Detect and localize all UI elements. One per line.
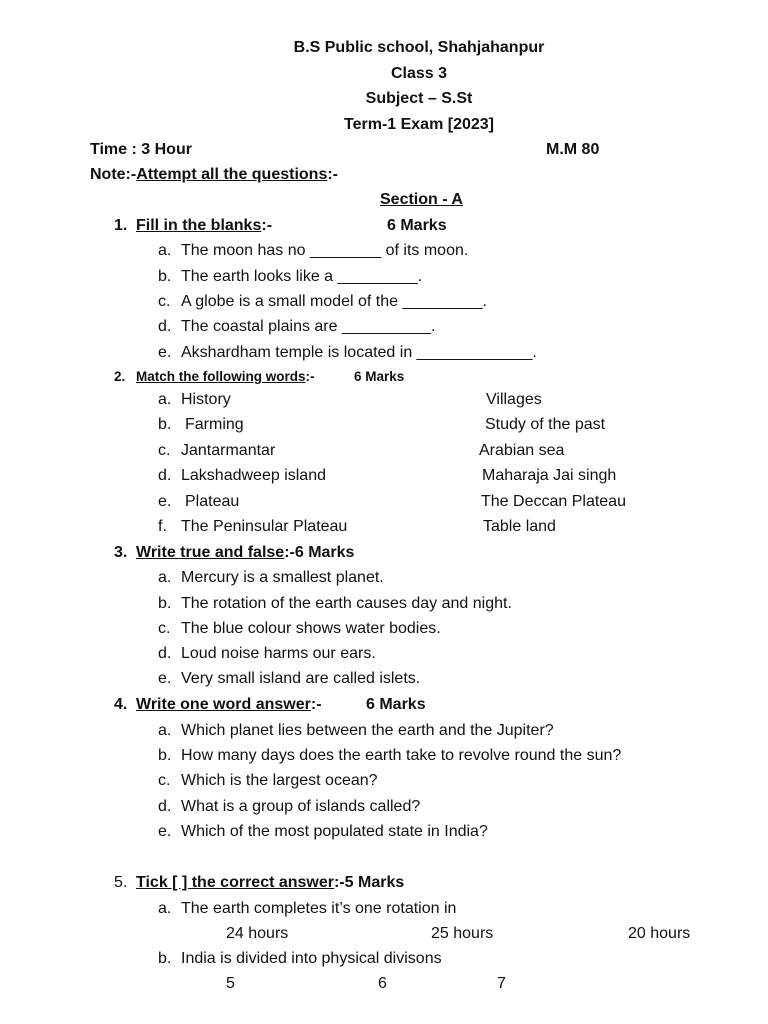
- list-letter: b.: [158, 747, 172, 764]
- list-letter: b.: [158, 268, 172, 285]
- q1-suffix: :-: [261, 217, 273, 234]
- exam-title: Term-1 Exam [2023]: [344, 116, 494, 133]
- list-letter: e.: [158, 493, 172, 510]
- list-item: Which of the most populated state in India?: [181, 823, 488, 840]
- list-letter: a.: [158, 900, 172, 917]
- list-letter: d.: [158, 645, 172, 662]
- match-left: Lakshadweep island: [181, 467, 326, 484]
- match-right: The Deccan Plateau: [481, 493, 626, 510]
- q3-suffix: :-6 Marks: [284, 544, 355, 561]
- match-left: History: [181, 391, 231, 408]
- q2-number: 2.: [114, 369, 126, 384]
- list-item: The coastal plains are __________.: [181, 318, 436, 335]
- list-letter: f.: [158, 518, 167, 535]
- time-label: Time : 3 Hour: [90, 141, 192, 158]
- match-left: Farming: [185, 416, 244, 433]
- list-letter: e.: [158, 823, 172, 840]
- list-letter: a.: [158, 722, 172, 739]
- class-label: Class 3: [390, 65, 448, 82]
- list-item: The moon has no ________ of its moon.: [181, 242, 469, 259]
- q3-title: Write true and false: [136, 544, 285, 561]
- list-letter: b.: [158, 416, 172, 433]
- match-left: Jantarmantar: [181, 442, 276, 459]
- q2-suffix: :-: [305, 369, 315, 384]
- list-item: Mercury is a smallest planet.: [181, 569, 384, 586]
- list-letter: b.: [158, 950, 172, 967]
- list-item: The rotation of the earth causes day and night.: [181, 595, 512, 612]
- list-letter: c.: [158, 442, 171, 459]
- subject-label: Subject – S.St: [365, 90, 473, 107]
- list-letter: a.: [158, 242, 172, 259]
- list-letter: c.: [158, 293, 171, 310]
- option: 7: [497, 975, 506, 992]
- list-item: The blue colour shows water bodies.: [181, 620, 441, 637]
- list-item: What is a group of islands called?: [181, 798, 421, 815]
- q4-suffix: :-: [310, 696, 322, 713]
- option: 24 hours: [226, 925, 289, 942]
- list-letter: a.: [158, 569, 172, 586]
- q5-heading: [136, 873, 404, 893]
- list-item: Very small island are called islets.: [181, 670, 421, 687]
- list-item: A globe is a small model of the _________.: [181, 293, 487, 310]
- q2-title: Match the following words: [136, 369, 306, 384]
- match-right: Arabian sea: [479, 442, 565, 459]
- q1-title: Fill in the blanks: [136, 217, 262, 234]
- list-letter: c.: [158, 772, 171, 789]
- list-letter: d.: [158, 467, 172, 484]
- match-left: The Peninsular Plateau: [181, 518, 348, 535]
- option: 6: [378, 975, 387, 992]
- option: 5: [226, 975, 235, 992]
- q4-title: Write one word answer: [136, 696, 311, 713]
- match-right: Maharaja Jai singh: [482, 467, 617, 484]
- q4-heading: [136, 695, 322, 715]
- list-item: The earth completes it’s one rotation in: [181, 900, 457, 917]
- q2-heading: [136, 367, 315, 387]
- q1-marks: 6 Marks: [387, 217, 447, 234]
- list-item: Which is the largest ocean?: [181, 772, 378, 789]
- q3-number: 3.: [114, 544, 128, 561]
- note-text: Attempt all the questions: [136, 166, 328, 183]
- q4-marks: 6 Marks: [366, 696, 426, 713]
- match-right: Study of the past: [485, 416, 606, 433]
- list-letter: a.: [158, 391, 172, 408]
- list-letter: c.: [158, 620, 171, 637]
- list-item: Loud noise harms our ears.: [181, 645, 376, 662]
- list-item: The earth looks like a _________.: [181, 268, 423, 285]
- list-letter: b.: [158, 595, 172, 612]
- option: 20 hours: [628, 925, 691, 942]
- q1-heading: [136, 216, 272, 236]
- list-item: Which planet lies between the earth and the Jupiter?: [181, 722, 554, 739]
- q5-number: 5.: [114, 874, 128, 891]
- match-right: Table land: [483, 518, 556, 535]
- q5-suffix: :-5 Marks: [334, 874, 405, 891]
- list-item: Akshardham temple is located in _____________.: [181, 344, 537, 361]
- q2-marks: 6 Marks: [354, 369, 405, 384]
- list-letter: e.: [158, 670, 172, 687]
- list-item: How many days does the earth take to revolve round the sun?: [181, 747, 622, 764]
- list-letter: d.: [158, 798, 172, 815]
- list-item: India is divided into physical divisons: [181, 950, 442, 967]
- max-marks: M.M 80: [546, 141, 600, 158]
- note-prefix: Note:-: [90, 166, 137, 183]
- list-letter: d.: [158, 318, 172, 335]
- q1-number: 1.: [114, 217, 128, 234]
- list-letter: e.: [158, 344, 172, 361]
- q3-heading: [136, 543, 354, 563]
- section-heading: Section - A: [380, 191, 463, 208]
- option: 25 hours: [431, 925, 494, 942]
- q5-title: Tick [ ] the correct answer: [136, 874, 334, 891]
- match-left: Plateau: [185, 493, 240, 510]
- note-line: [90, 165, 338, 185]
- note-suffix: :-: [327, 166, 338, 183]
- match-right: Villages: [486, 391, 542, 408]
- q4-number: 4.: [114, 696, 128, 713]
- school-name: B.S Public school, Shahjahanpur: [293, 39, 545, 56]
